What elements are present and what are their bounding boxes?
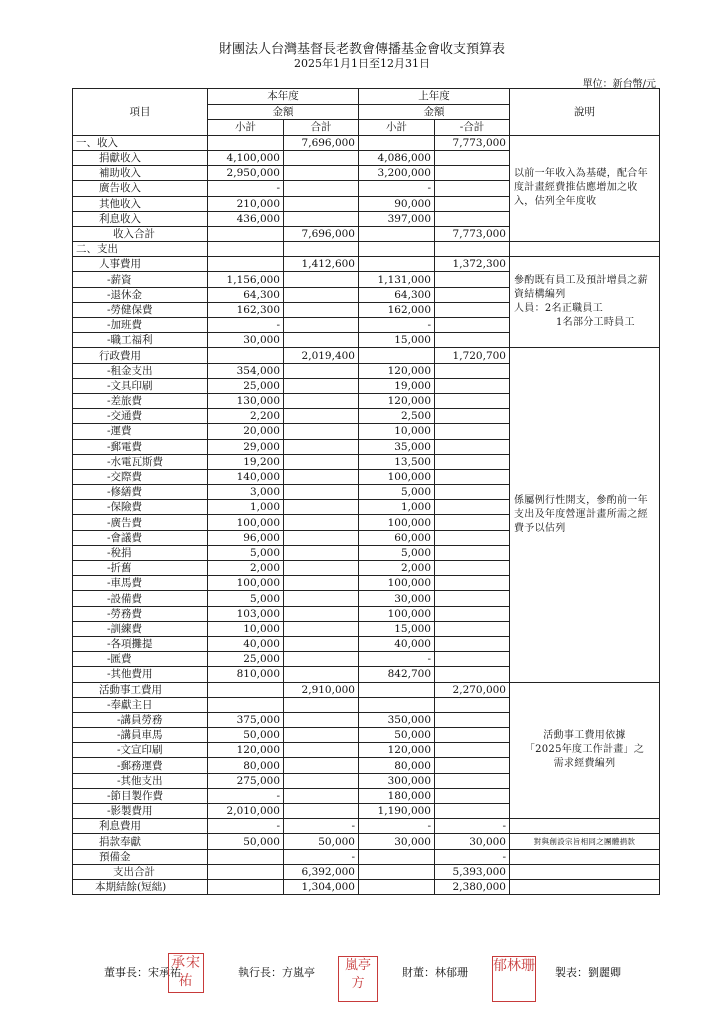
current-total: [284, 469, 359, 484]
current-total: [284, 272, 359, 287]
last-subtotal: [359, 257, 435, 272]
row-label: -退休金: [73, 287, 208, 302]
last-total: [435, 181, 510, 196]
current-total: [284, 743, 359, 758]
current-total: [284, 576, 359, 591]
current-subtotal: [208, 242, 284, 257]
current-total: -: [284, 849, 359, 864]
row-label: -郵務運費: [73, 758, 208, 773]
row-label: -文宣印刷: [73, 743, 208, 758]
current-total: [284, 287, 359, 302]
current-subtotal: 162,300: [208, 302, 284, 317]
current-total: [284, 591, 359, 606]
last-total: 2,380,000: [435, 879, 510, 894]
last-subtotal: -: [359, 181, 435, 196]
last-subtotal: 30,000: [359, 591, 435, 606]
last-subtotal: 1,131,000: [359, 272, 435, 287]
last-subtotal: 35,000: [359, 439, 435, 454]
last-total: 30,000: [435, 834, 510, 849]
row-description: [510, 257, 660, 348]
last-total: [435, 378, 510, 393]
row-description: [510, 849, 660, 864]
current-subtotal: -: [208, 318, 284, 333]
last-total: [435, 545, 510, 560]
last-total: 1,720,700: [435, 348, 510, 363]
current-subtotal: 2,010,000: [208, 804, 284, 819]
signature-finance: 財董：林郁珊: [402, 966, 468, 979]
row-label: -勞健保費: [73, 302, 208, 317]
current-subtotal: -: [208, 819, 284, 834]
last-subtotal: 5,000: [359, 485, 435, 500]
header-last-total: -合計: [435, 120, 510, 136]
last-total: [435, 804, 510, 819]
row-label: 本期結餘(短絀): [73, 879, 208, 894]
current-total: [284, 636, 359, 651]
budget-table: [72, 88, 660, 895]
last-total: [435, 424, 510, 439]
last-subtotal: 30,000: [359, 834, 435, 849]
current-subtotal: [208, 864, 284, 879]
last-subtotal: 64,300: [359, 287, 435, 302]
row-label: -運費: [73, 424, 208, 439]
description-line: 參酌既有員工及預計增員之薪資結構編列: [514, 275, 648, 301]
last-total: -: [435, 819, 510, 834]
row-label: -加班費: [73, 318, 208, 333]
current-total: [284, 242, 359, 257]
last-total: [435, 287, 510, 302]
last-total: [435, 530, 510, 545]
table-row: [73, 834, 660, 849]
row-label: -水電瓦斯費: [73, 454, 208, 469]
last-total: [435, 469, 510, 484]
current-total: [284, 667, 359, 682]
row-label: -講員車馬: [73, 728, 208, 743]
last-total: [435, 576, 510, 591]
current-total: [284, 697, 359, 712]
current-subtotal: 100,000: [208, 515, 284, 530]
last-subtotal: 842,700: [359, 667, 435, 682]
last-total: [435, 242, 510, 257]
description-line: 「2025年度工作計畫」之: [524, 744, 645, 756]
current-total: [284, 712, 359, 727]
last-subtotal: [359, 849, 435, 864]
row-label: -折舊: [73, 561, 208, 576]
last-subtotal: 300,000: [359, 773, 435, 788]
table-row: [73, 849, 660, 864]
current-subtotal: 29,000: [208, 439, 284, 454]
last-total: [435, 712, 510, 727]
current-subtotal: 50,000: [208, 728, 284, 743]
current-subtotal: 354,000: [208, 363, 284, 378]
signature-ceo: 執行長：方嵐亭: [238, 966, 315, 979]
last-total: [435, 409, 510, 424]
last-subtotal: -: [359, 652, 435, 667]
last-total: [435, 272, 510, 287]
last-subtotal: 2,500: [359, 409, 435, 424]
current-subtotal: 810,000: [208, 667, 284, 682]
current-total: [284, 530, 359, 545]
last-total: 7,773,000: [435, 226, 510, 241]
current-subtotal: 5,000: [208, 591, 284, 606]
current-subtotal: 2,950,000: [208, 166, 284, 181]
current-total: 1,412,600: [284, 257, 359, 272]
table-row: [73, 879, 660, 894]
current-total: [284, 424, 359, 439]
current-total: 2,910,000: [284, 682, 359, 697]
header-item: 項目: [73, 89, 208, 136]
last-subtotal: -: [359, 819, 435, 834]
last-subtotal: 100,000: [359, 576, 435, 591]
row-label: -訓練費: [73, 621, 208, 636]
row-label: -影製費用: [73, 804, 208, 819]
row-label: -郵電費: [73, 439, 208, 454]
description-line: 1名部分工時員工: [556, 317, 635, 329]
last-total: [435, 500, 510, 515]
current-total: [284, 196, 359, 211]
last-subtotal: 15,000: [359, 621, 435, 636]
last-subtotal: 90,000: [359, 196, 435, 211]
current-total: 6,392,000: [284, 864, 359, 879]
current-subtotal: 80,000: [208, 758, 284, 773]
current-total: [284, 363, 359, 378]
current-subtotal: 64,300: [208, 287, 284, 302]
row-label: 二、支出: [73, 242, 208, 257]
current-total: 50,000: [284, 834, 359, 849]
current-subtotal: -: [208, 181, 284, 196]
header-last-subtotal: 小計: [359, 120, 435, 136]
current-total: [284, 500, 359, 515]
current-total: [284, 150, 359, 165]
current-subtotal: 40,000: [208, 636, 284, 651]
row-label: 活動事工費用: [73, 682, 208, 697]
current-total: [284, 606, 359, 621]
current-total: [284, 181, 359, 196]
last-total: [435, 196, 510, 211]
current-total: [284, 773, 359, 788]
row-label: -勞務費: [73, 606, 208, 621]
header-last-amount: 金額: [359, 104, 510, 120]
row-label: -其他支出: [73, 773, 208, 788]
row-label: -廣告費: [73, 515, 208, 530]
last-total: 7,773,000: [435, 135, 510, 150]
last-total: [435, 211, 510, 226]
current-subtotal: 1,000: [208, 500, 284, 515]
last-subtotal: 60,000: [359, 530, 435, 545]
last-subtotal: 397,000: [359, 211, 435, 226]
current-total: [284, 728, 359, 743]
last-subtotal: 100,000: [359, 606, 435, 621]
current-subtotal: 103,000: [208, 606, 284, 621]
current-total: [284, 621, 359, 636]
last-total: [435, 454, 510, 469]
last-subtotal: 120,000: [359, 743, 435, 758]
current-total: [284, 393, 359, 408]
last-total: [435, 439, 510, 454]
row-label: 行政費用: [73, 348, 208, 363]
currency-unit: 單位：新台幣/元: [582, 79, 656, 90]
current-subtotal: 375,000: [208, 712, 284, 727]
ceo-seal: 嵐亭方: [338, 956, 378, 1002]
row-label: -文具印刷: [73, 378, 208, 393]
last-total: [435, 485, 510, 500]
current-total: [284, 166, 359, 181]
last-subtotal: [359, 682, 435, 697]
current-total: [284, 652, 359, 667]
last-total: [435, 150, 510, 165]
row-label: -其他費用: [73, 667, 208, 682]
current-subtotal: 436,000: [208, 211, 284, 226]
current-total: [284, 485, 359, 500]
last-subtotal: 100,000: [359, 469, 435, 484]
last-total: [435, 667, 510, 682]
last-total: [435, 788, 510, 803]
last-total: [435, 393, 510, 408]
last-subtotal: 4,086,000: [359, 150, 435, 165]
last-total: -: [435, 849, 510, 864]
row-label: -交通費: [73, 409, 208, 424]
last-subtotal: -: [359, 318, 435, 333]
row-label: 預備金: [73, 849, 208, 864]
last-subtotal: 13,500: [359, 454, 435, 469]
table-row: [73, 242, 660, 257]
current-total: [284, 454, 359, 469]
current-subtotal: [208, 682, 284, 697]
description-line: 需求經費編列: [553, 758, 616, 770]
current-total: [284, 378, 359, 393]
current-subtotal: [208, 226, 284, 241]
current-subtotal: 5,000: [208, 545, 284, 560]
last-subtotal: 50,000: [359, 728, 435, 743]
row-description: 以前一年收入為基礎，配合年度計畫經費推估應增加之收入，估列全年度收: [510, 135, 660, 241]
table-row: [73, 819, 660, 834]
current-subtotal: 100,000: [208, 576, 284, 591]
last-subtotal: 180,000: [359, 788, 435, 803]
current-total: 7,696,000: [284, 135, 359, 150]
current-subtotal: 25,000: [208, 378, 284, 393]
header-description: 說明: [510, 89, 660, 136]
last-subtotal: [359, 348, 435, 363]
last-subtotal: 120,000: [359, 363, 435, 378]
last-total: 5,393,000: [435, 864, 510, 879]
current-total: 2,019,400: [284, 348, 359, 363]
row-description: [510, 242, 660, 257]
last-total: [435, 652, 510, 667]
current-subtotal: -: [208, 788, 284, 803]
last-total: [435, 166, 510, 181]
row-label: -奉獻主日: [73, 697, 208, 712]
last-subtotal: 15,000: [359, 333, 435, 348]
row-label: -車馬費: [73, 576, 208, 591]
current-total: [284, 515, 359, 530]
header-current-total: 合計: [284, 120, 359, 136]
description-line: 人員：2名正職員工: [514, 303, 604, 315]
table-row: [73, 864, 660, 879]
last-total: [435, 743, 510, 758]
row-label: 其他收入: [73, 196, 208, 211]
row-label: -保險費: [73, 500, 208, 515]
current-subtotal: [208, 257, 284, 272]
current-subtotal: 2,200: [208, 409, 284, 424]
current-subtotal: [208, 697, 284, 712]
row-label: -節目製作費: [73, 788, 208, 803]
last-subtotal: [359, 697, 435, 712]
row-label: -講員勞務: [73, 712, 208, 727]
last-subtotal: 2,000: [359, 561, 435, 576]
current-total: [284, 545, 359, 560]
row-label: 捐獻收入: [73, 150, 208, 165]
row-label: 支出合計: [73, 864, 208, 879]
last-total: [435, 515, 510, 530]
row-label: -職工福利: [73, 333, 208, 348]
current-subtotal: 2,000: [208, 561, 284, 576]
current-subtotal: 130,000: [208, 393, 284, 408]
current-total: [284, 758, 359, 773]
row-description: 係屬例行性開支，參酌前一年支出及年度營運計畫所需之經費予以估列: [510, 348, 660, 682]
current-subtotal: 140,000: [208, 469, 284, 484]
last-subtotal: 3,200,000: [359, 166, 435, 181]
row-label: -交際費: [73, 469, 208, 484]
row-description: [510, 879, 660, 894]
last-total: [435, 636, 510, 651]
last-subtotal: 19,000: [359, 378, 435, 393]
row-label: 廣告收入: [73, 181, 208, 196]
current-total: [284, 318, 359, 333]
row-label: -各項攤提: [73, 636, 208, 651]
current-total: [284, 804, 359, 819]
row-label: -設備費: [73, 591, 208, 606]
description-line: 活動事工費用依據: [543, 730, 626, 742]
current-total: [284, 409, 359, 424]
last-total: [435, 302, 510, 317]
last-subtotal: 10,000: [359, 424, 435, 439]
row-label: -租金支出: [73, 363, 208, 378]
finance-seal: 郁林珊: [492, 956, 536, 1002]
current-total: 7,696,000: [284, 226, 359, 241]
table-row: [73, 348, 660, 363]
table-row: [73, 257, 660, 272]
last-total: 1,372,300: [435, 257, 510, 272]
last-total: [435, 591, 510, 606]
row-label: 補助收入: [73, 166, 208, 181]
current-subtotal: [208, 879, 284, 894]
current-total: [284, 211, 359, 226]
last-total: [435, 606, 510, 621]
header-current-subtotal: 小計: [208, 120, 284, 136]
current-subtotal: 275,000: [208, 773, 284, 788]
document-title: 財團法人台灣基督長老教會傳播基金會收支預算表: [218, 42, 505, 57]
last-total: [435, 333, 510, 348]
chairman-seal: 承宋祐: [168, 953, 204, 993]
last-total: [435, 621, 510, 636]
current-subtotal: 4,100,000: [208, 150, 284, 165]
last-subtotal: 1,190,000: [359, 804, 435, 819]
header-current-amount: 金額: [208, 104, 359, 120]
row-label: 捐款奉獻: [73, 834, 208, 849]
current-subtotal: 50,000: [208, 834, 284, 849]
row-description: 對與創設宗旨相同之團體捐款: [510, 834, 660, 849]
row-description: [510, 682, 660, 819]
current-subtotal: 210,000: [208, 196, 284, 211]
table-row: [73, 682, 660, 697]
current-subtotal: 30,000: [208, 333, 284, 348]
current-subtotal: 1,156,000: [208, 272, 284, 287]
row-description: [510, 819, 660, 834]
current-subtotal: 96,000: [208, 530, 284, 545]
signature-preparer: 製表：劉麗卿: [555, 966, 621, 979]
current-subtotal: 20,000: [208, 424, 284, 439]
last-subtotal: [359, 226, 435, 241]
header-last-year: 上年度: [359, 89, 510, 105]
row-label: -稅捐: [73, 545, 208, 560]
last-subtotal: [359, 879, 435, 894]
last-subtotal: 350,000: [359, 712, 435, 727]
row-label: 收入合計: [73, 226, 208, 241]
last-subtotal: [359, 864, 435, 879]
row-label: 利息收入: [73, 211, 208, 226]
last-subtotal: 162,000: [359, 302, 435, 317]
last-total: [435, 318, 510, 333]
current-subtotal: 25,000: [208, 652, 284, 667]
current-total: [284, 333, 359, 348]
last-total: [435, 363, 510, 378]
current-subtotal: 19,200: [208, 454, 284, 469]
row-label: 人事費用: [73, 257, 208, 272]
current-total: [284, 439, 359, 454]
current-subtotal: 3,000: [208, 485, 284, 500]
current-subtotal: 120,000: [208, 743, 284, 758]
row-label: -薪資: [73, 272, 208, 287]
signature-chairman: 董事長：宋承祐: [104, 966, 181, 979]
row-label: 一、收入: [73, 135, 208, 150]
row-description: [510, 864, 660, 879]
document-period: 2025年1月1日至12月31日: [294, 57, 430, 70]
last-total: [435, 561, 510, 576]
row-label: -會議費: [73, 530, 208, 545]
last-subtotal: 5,000: [359, 545, 435, 560]
current-total: [284, 302, 359, 317]
last-total: [435, 758, 510, 773]
last-subtotal: [359, 135, 435, 150]
last-subtotal: [359, 242, 435, 257]
current-subtotal: 10,000: [208, 621, 284, 636]
last-total: [435, 728, 510, 743]
last-total: [435, 697, 510, 712]
last-subtotal: 80,000: [359, 758, 435, 773]
current-subtotal: [208, 135, 284, 150]
current-total: [284, 788, 359, 803]
last-subtotal: 100,000: [359, 515, 435, 530]
last-total: [435, 773, 510, 788]
current-total: [284, 561, 359, 576]
row-label: -差旅費: [73, 393, 208, 408]
last-subtotal: 1,000: [359, 500, 435, 515]
last-total: 2,270,000: [435, 682, 510, 697]
last-subtotal: 120,000: [359, 393, 435, 408]
current-total: -: [284, 819, 359, 834]
row-label: -修繕費: [73, 485, 208, 500]
header-current-year: 本年度: [208, 89, 359, 105]
current-total: 1,304,000: [284, 879, 359, 894]
current-subtotal: [208, 348, 284, 363]
row-label: 利息費用: [73, 819, 208, 834]
row-label: -匯費: [73, 652, 208, 667]
table-row: [73, 135, 660, 150]
current-subtotal: [208, 849, 284, 864]
last-subtotal: 40,000: [359, 636, 435, 651]
